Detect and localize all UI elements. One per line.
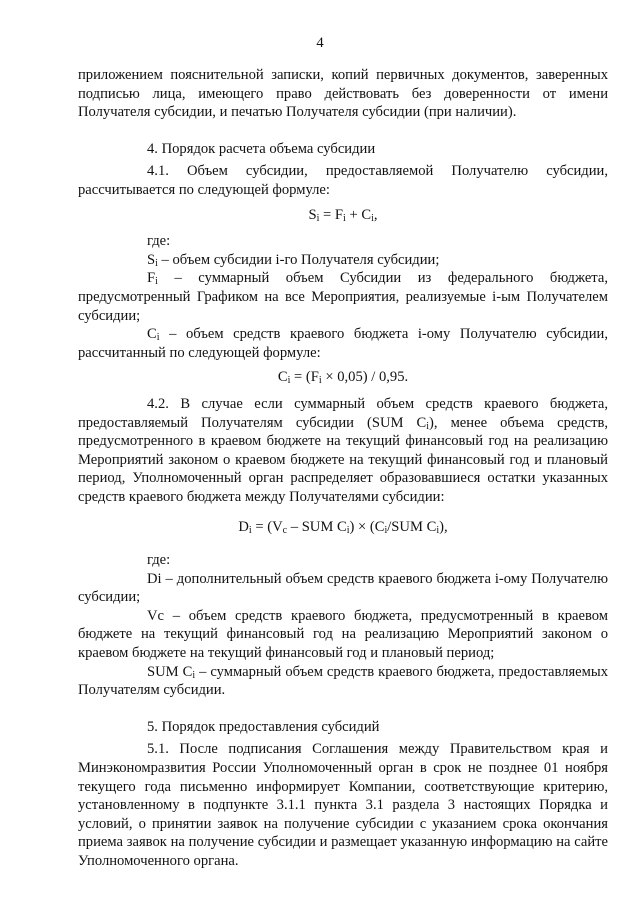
paragraph-5-1: 5.1. После подписания Соглашения между Правительством края и Минэкономразвития России Уполномоченный орган в срок не позднее 01 ноября текущего года письменно информирует Компании, соответствующие критерию, установленному в подпункте 3.1.1 пункта 3.1 раздела 3 настоящих Порядка и условий, о принятии заявок на получение субсидии с указанием срока окончания приема заявок на получение субсидии и размещает указанную информацию на сайте Уполномоченного органа. bbox=[78, 741, 608, 869]
section-4-heading: 4. Порядок расчета объема субсидии bbox=[147, 140, 376, 157]
formula-s: $S_i = F_i + C_i$, bbox=[308, 206, 378, 224]
definition-s: $S_i$ – объем субсидии i-го Получателя субсидии; bbox=[147, 251, 440, 269]
section-5-heading: 5. Порядок предоставления субсидий bbox=[147, 718, 380, 735]
formula-c: $C_i = (F_i \times 0,05) / 0,95$. bbox=[277, 369, 409, 387]
definitions-4-1 bbox=[78, 232, 608, 362]
definition-d: Di – дополнительный объем средств краевого бюджета i-ому Получателю субсидии; bbox=[78, 570, 608, 606]
definition-f: $F_i$ – суммарный объем Субсидии из федерального бюджета, предусмотренный Графиком на все Мероприятия, реализуемые i-ым Получателем субсидии; bbox=[78, 270, 608, 324]
paragraph-4-1: 4.1. Объем субсидии, предоставляемой Получателю субсидии, рассчитывается по следующей формуле: bbox=[78, 163, 608, 198]
definition-v: Vc – объем средств краевого бюджета, предусмотренный в краевом бюджете на текущий финансовый год на реализацию Мероприятий законом о краевом бюджете на текущий финансовый год и плановый период; bbox=[78, 607, 608, 662]
where-label: где: bbox=[147, 552, 171, 569]
page-content bbox=[78, 66, 608, 871]
page-number: 4 bbox=[316, 35, 324, 51]
definitions-4-2 bbox=[78, 551, 608, 700]
where-label: где: bbox=[147, 233, 171, 250]
definition-c: $C_i$ – объем средств краевого бюджета i-ому Получателю субсидии, рассчитанный по следующей формуле: bbox=[78, 326, 608, 361]
intro-paragraph: приложением пояснительной записки, копий первичных документов, заверенных подписью лица, имеющего право действовать без доверенности от имени Получателя субсидии, и печатью Получателя субсидии (при наличии). bbox=[78, 67, 608, 121]
paragraph-4-2: 4.2. В случае если суммарный объем средств краевого бюджета, предоставляемый Получателям субсидии (SUM $C_i$), менее объема средств, предусмотренного в краевом бюджете на текущий финансовый год на реализацию Мероприятий законом о краевом бюджете на текущий финансовый год и плановый период, Уполномоченный орган распределяет образовавшиеся остатки указанных средств краевого бюджета между Получателями субсидии: bbox=[78, 395, 608, 505]
formula-d: $D_i = (V_c$ – SUM $C_i) \times (C_i/SUM$ $C_i$), bbox=[238, 519, 448, 537]
definition-sum: SUM $C_i$ – суммарный объем средств краевого бюджета, предоставляемых Получателям субсидии. bbox=[78, 663, 608, 699]
